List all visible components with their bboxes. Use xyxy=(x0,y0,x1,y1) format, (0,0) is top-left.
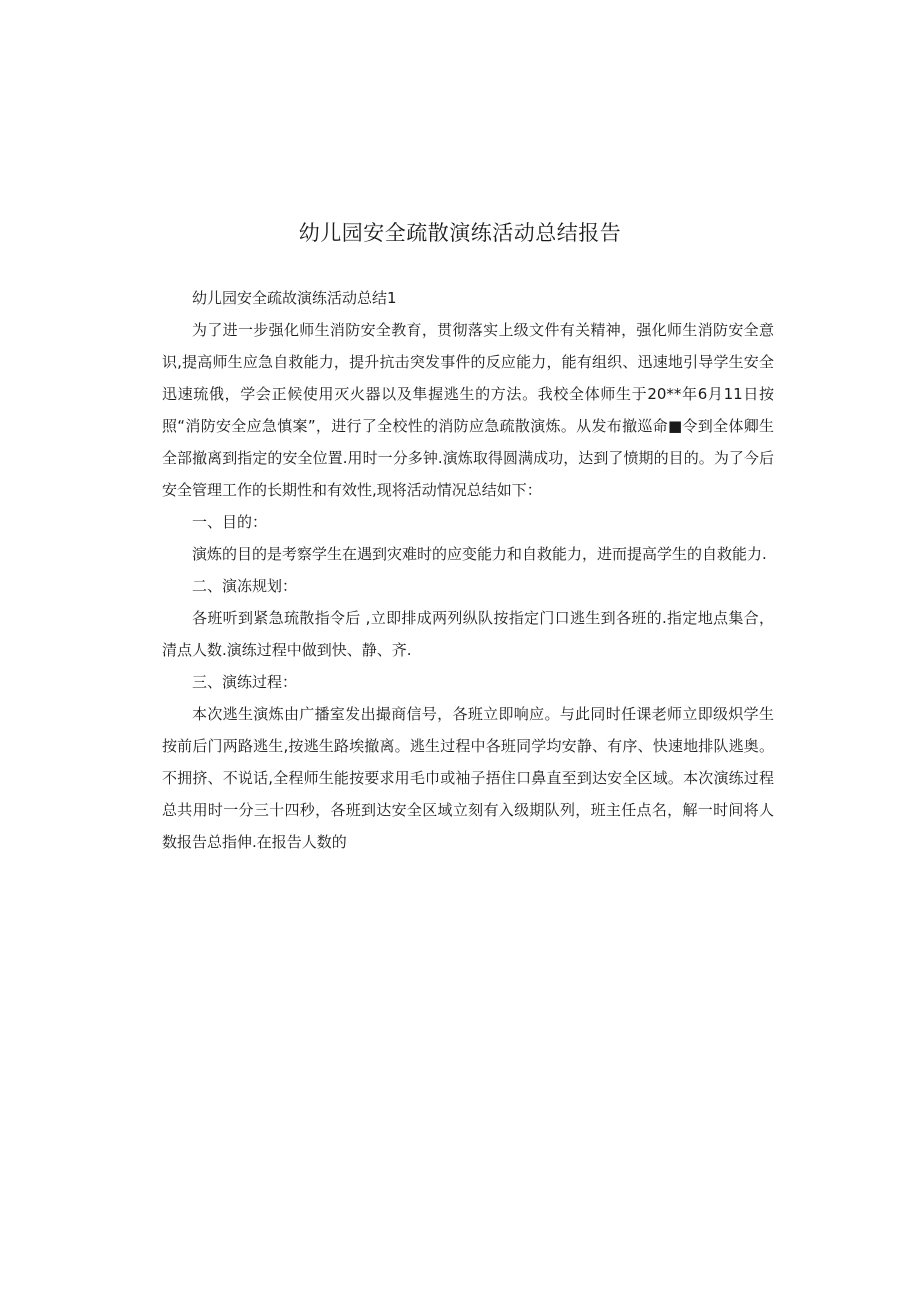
section-heading: 幼儿园安全疏故演练活动总结1 xyxy=(192,289,397,307)
body-paragraph: 各班听到紧急琉散指令后 ,立即排成两列纵队按指定门口逃生到各班的.指定地点集合，清点人数.演练过程中做到快、静、齐. xyxy=(162,609,774,659)
body-paragraph: 为了进一步强化师生消防安全教育，贯彻落实上级文件有关精神，强化师生消防安全意识,提高师生应急自救能力，提升抗击突发事件的反应能力，能有组织、迅速地引导学生安全迅速琉俄，学会正候使用灭火器以及隼握逃生的方法。我校全体师生于20**年6月11日按照“消防安全应急慎案”，进行了全校性的消防应急疏散演炼。从发布撤巡命■令到全体卿生全部撤离到指定的安全位置.用时一分多钟.演炼取得圆满成功，达到了愤期的目的。为了今后安全管理工作的长期性和有效性,现将活动情况总结如下： xyxy=(162,321,774,499)
body-paragraph: 本次逃生演炼由广播室发出撮商信号，各班立即响应。与此同时任课老师立即级炽学生按前后门两路逃生,按逃生路埃撤离。逃生过程中各班同学均安静、有序、快速地排队逃奥。不拥挤、不说话,全程师生能按要求用毛巾或袖子捂住口鼻直至到达安全区域。本次演练过程总共用时一分三十四秒，各班到达安全区域立刻有入级期队列，班主任点名，解一时间将人数报告总指伸.在报告人数的 xyxy=(162,705,774,851)
section-heading: 二、演冻规划： xyxy=(192,577,298,595)
section-heading: 一、目的： xyxy=(192,513,268,531)
body-paragraph: 演炼的目的是考察学生在遇到灾难时的应变能力和自救能力，进而提高学生的自救能力. xyxy=(192,545,767,563)
document-title: 幼儿园安全疏散演练活动总结报告 xyxy=(298,221,622,245)
document-body xyxy=(162,282,774,858)
section-heading: 三、演练过程： xyxy=(192,673,298,691)
